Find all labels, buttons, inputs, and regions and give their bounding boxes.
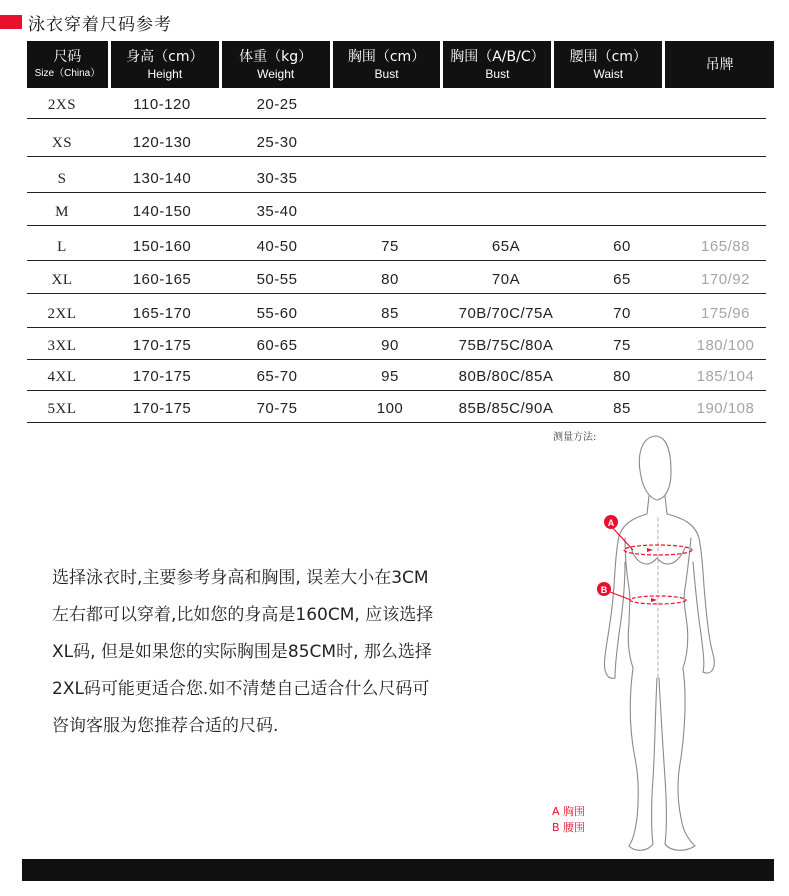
table-row	[27, 360, 766, 391]
column-header-subtitle: Size（China）	[34, 67, 101, 79]
note-line: 咨询客服为您推荐合适的尺码.	[52, 716, 279, 736]
legend-bust: A 胸围	[552, 805, 586, 818]
cell-size: 5XL	[47, 401, 77, 417]
column-header-subtitle: Bust	[374, 66, 399, 81]
cell-waist	[559, 188, 685, 192]
cell-tag: 165/88	[701, 238, 750, 255]
note-line: XL码, 但是如果您的实际胸围是85CM时, 那么选择	[52, 642, 432, 662]
cell-tag: 180/100	[696, 337, 755, 354]
mannequin-figure	[585, 428, 765, 858]
measure-method-title: 测量方法:	[553, 432, 597, 443]
cell-bust	[327, 114, 453, 118]
cell-cup	[453, 114, 559, 118]
table-row	[27, 328, 766, 360]
column-header	[443, 41, 551, 88]
cell-weight: 20-25	[256, 96, 298, 113]
table-row	[27, 261, 766, 294]
table-row	[27, 88, 766, 119]
column-header-title: 吊牌	[705, 56, 734, 73]
note-line: 左右都可以穿着,比如您的身高是160CM, 应该选择	[52, 605, 434, 625]
cell-waist	[559, 221, 685, 225]
cell-height: 160-165	[132, 271, 192, 288]
cell-bust: 85	[381, 305, 399, 322]
table-row	[27, 294, 766, 328]
size-table-body	[27, 88, 766, 423]
cell-height: 120-130	[132, 134, 192, 151]
cell-height: 110-120	[133, 96, 191, 113]
cell-weight: 65-70	[256, 368, 298, 385]
cell-cup: 85B/85C/90A	[458, 400, 554, 417]
cell-cup: 80B/80C/85A	[458, 368, 554, 385]
cell-tag: 190/108	[696, 400, 755, 417]
cell-weight: 30-35	[256, 170, 298, 187]
legend-waist: B 腰围	[552, 821, 586, 834]
cell-weight: 60-65	[256, 337, 298, 354]
cell-cup: 70A	[491, 271, 521, 288]
cell-weight: 35-40	[256, 203, 298, 220]
cell-bust: 75	[381, 238, 399, 255]
table-header-row	[27, 41, 774, 88]
column-header-title: 身高（cm）	[126, 48, 204, 65]
cell-cup: 65A	[491, 238, 521, 255]
cell-cup	[453, 152, 559, 156]
cell-size: 3XL	[47, 338, 77, 354]
cell-height: 165-170	[132, 305, 192, 322]
cell-waist	[559, 114, 685, 118]
column-header	[333, 41, 441, 88]
cell-bust: 80	[381, 271, 399, 288]
column-header	[111, 41, 219, 88]
cell-size: XS	[51, 135, 73, 151]
cell-tag	[685, 152, 766, 156]
cell-height: 170-175	[132, 400, 192, 417]
marker-b-label: B	[600, 585, 608, 595]
cell-bust	[327, 188, 453, 192]
cell-height: 140-150	[132, 203, 192, 220]
cell-height: 170-175	[132, 368, 192, 385]
cell-tag	[685, 188, 766, 192]
cell-tag	[685, 221, 766, 225]
bottom-bar	[22, 859, 774, 881]
column-header-title: 体重（kg）	[239, 48, 313, 65]
column-header-subtitle: Weight	[257, 66, 295, 81]
column-header	[27, 41, 108, 88]
cell-size: S	[57, 171, 67, 187]
cell-tag: 175/96	[701, 305, 750, 322]
page-title: 泳衣穿着尺码参考	[28, 14, 172, 35]
column-header-title: 胸围（cm）	[347, 48, 426, 65]
cell-weight: 70-75	[256, 400, 298, 417]
cell-waist: 75	[613, 337, 631, 354]
cell-size: 2XL	[47, 306, 77, 322]
cell-weight: 40-50	[256, 238, 298, 255]
cell-waist: 85	[613, 400, 631, 417]
table-row	[27, 193, 766, 226]
cell-bust: 100	[376, 400, 404, 417]
page-title-bar	[0, 8, 172, 36]
note-line: 选择泳衣时,主要参考身高和胸围, 误差大小在3CM	[52, 568, 429, 588]
measure-legend	[552, 804, 585, 836]
cell-weight: 55-60	[256, 305, 298, 322]
cell-waist	[559, 152, 685, 156]
cell-cup: 75B/75C/80A	[458, 337, 554, 354]
column-header	[222, 41, 330, 88]
column-header-title: 胸围（A/B/C）	[450, 48, 545, 65]
cell-bust: 95	[381, 368, 399, 385]
column-header-subtitle: Bust	[485, 66, 510, 81]
cell-size: L	[57, 239, 67, 255]
cell-bust	[327, 152, 453, 156]
table-row	[27, 119, 766, 157]
cell-size: XL	[51, 272, 73, 288]
cell-size: M	[55, 204, 69, 220]
cell-height: 130-140	[132, 170, 192, 187]
cell-size: 4XL	[47, 369, 77, 385]
column-header-subtitle: Height	[147, 66, 183, 81]
title-accent-marker	[0, 15, 22, 29]
cell-tag: 185/104	[696, 368, 755, 385]
cell-weight: 50-55	[256, 271, 298, 288]
cell-waist: 70	[613, 305, 631, 322]
column-header-title: 尺码	[53, 48, 82, 65]
column-header	[554, 41, 662, 88]
cell-size: 2XS	[47, 97, 77, 113]
column-header-subtitle: Waist	[593, 66, 624, 81]
note-line: 2XL码可能更适合您.如不清楚自己适合什么尺码可	[52, 679, 430, 699]
cell-bust: 90	[381, 337, 399, 354]
cell-height: 150-160	[132, 238, 192, 255]
size-table-header	[27, 41, 774, 88]
mannequin-illustration	[585, 428, 765, 858]
marker-a-label: A	[607, 518, 615, 528]
column-header	[665, 41, 774, 88]
cell-cup	[453, 221, 559, 225]
cell-waist: 65	[613, 271, 631, 288]
cell-cup	[453, 188, 559, 192]
cell-waist: 60	[613, 238, 631, 255]
cell-tag: 170/92	[701, 271, 750, 288]
cell-height: 170-175	[132, 337, 192, 354]
cell-weight: 25-30	[256, 134, 298, 151]
column-header-title: 腰围（cm）	[569, 48, 647, 65]
size-advice-note	[52, 560, 522, 745]
cell-tag	[685, 114, 766, 118]
table-row	[27, 157, 766, 193]
table-row	[27, 226, 766, 261]
cell-bust	[327, 221, 453, 225]
cell-waist: 80	[613, 368, 631, 385]
cell-cup: 70B/70C/75A	[458, 305, 554, 322]
table-row	[27, 391, 766, 423]
